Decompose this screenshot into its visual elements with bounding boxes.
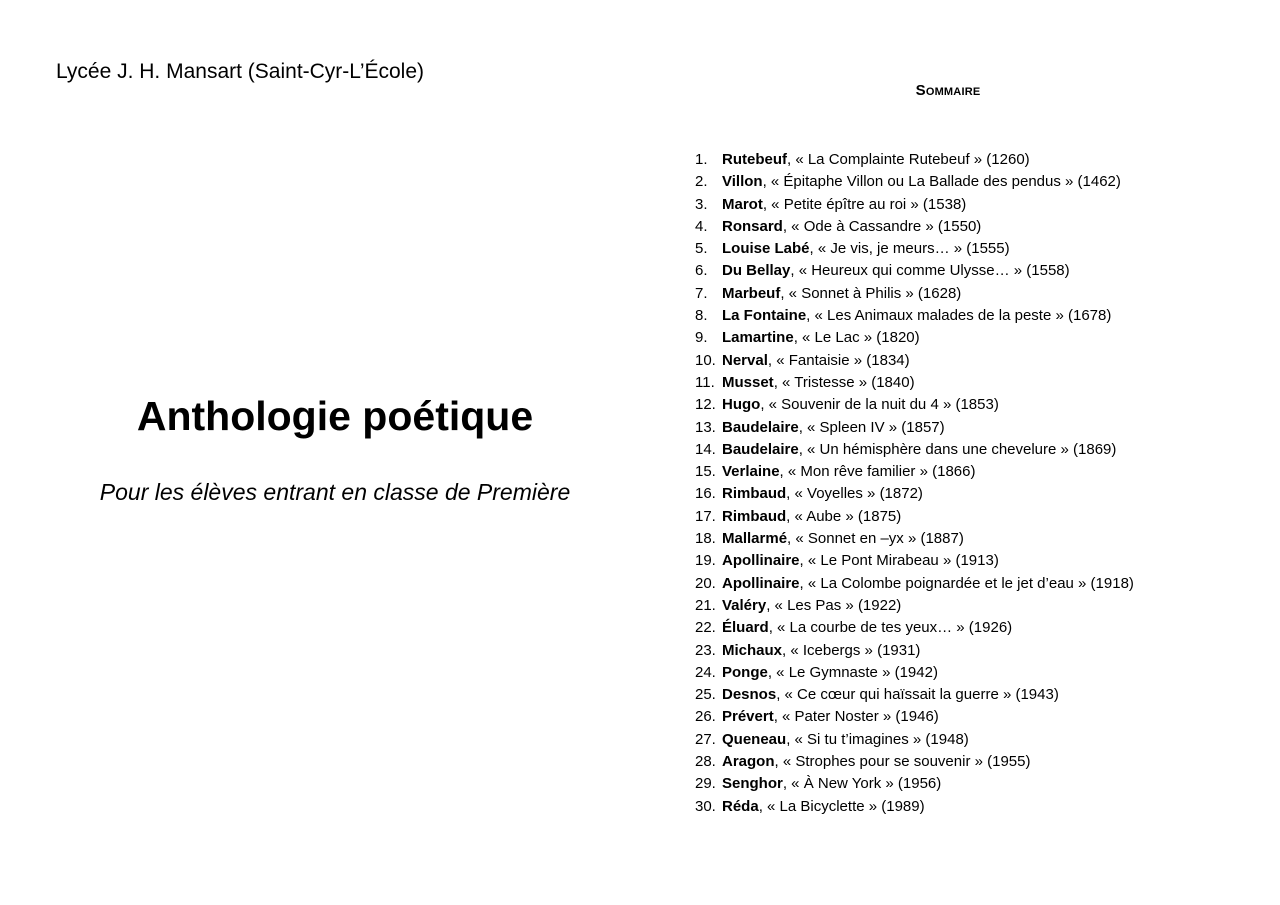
toc-entry bbox=[695, 350, 1134, 372]
toc-entry-author: Rutebeuf bbox=[722, 151, 787, 168]
toc-entry bbox=[695, 461, 1134, 483]
toc-entry-number: 26. bbox=[695, 708, 716, 726]
toc-entry bbox=[695, 684, 1134, 706]
toc-entry-title: , « Épitaphe Villon ou La Ballade des pendus » (1462) bbox=[762, 173, 1121, 191]
toc-entry-number: 21. bbox=[695, 596, 716, 614]
toc-entry-number: 23. bbox=[695, 641, 716, 659]
toc-entry-number: 27. bbox=[695, 730, 716, 748]
toc-entry-author: Éluard bbox=[722, 619, 769, 637]
toc-entry-title: , « Je vis, je meurs… » (1555) bbox=[809, 240, 1010, 258]
toc-entry bbox=[695, 483, 1134, 505]
toc-entry-author: Baudelaire bbox=[722, 418, 799, 436]
toc-entry bbox=[695, 194, 1134, 216]
toc-entry-title: , « Strophes pour se souvenir » (1955) bbox=[774, 753, 1031, 771]
toc-entry-number: 20. bbox=[695, 574, 716, 592]
toc-entry-number: 4. bbox=[695, 217, 708, 235]
toc-entry-number: 7. bbox=[695, 284, 708, 302]
toc-heading: Sommaire bbox=[915, 82, 981, 99]
toc-entry-title: , « Voyelles » (1872) bbox=[786, 485, 923, 503]
toc-entry-author: Musset bbox=[722, 373, 774, 391]
toc-entry-author: Du Bellay bbox=[722, 262, 791, 280]
toc-entry-title: , « Icebergs » (1931) bbox=[782, 641, 921, 659]
toc-entry bbox=[695, 439, 1134, 461]
toc-entry-title: , « Tristesse » (1840) bbox=[773, 373, 915, 391]
toc-entry bbox=[695, 573, 1134, 595]
toc-entry-author: La Fontaine bbox=[722, 307, 807, 325]
toc-entry-number: 10. bbox=[695, 351, 716, 369]
toc-entry-title: , « Pater Noster » (1946) bbox=[773, 708, 939, 726]
toc-entry bbox=[695, 796, 1134, 818]
toc-entry-author: Mallarmé bbox=[722, 530, 788, 548]
toc-entry-title: , « Heureux qui comme Ulysse… » (1558) bbox=[790, 262, 1070, 280]
toc-list bbox=[695, 149, 1134, 818]
toc-entry-title: , « Les Pas » (1922) bbox=[766, 596, 902, 614]
toc-entry-title: , « Ode à Cassandre » (1550) bbox=[782, 217, 982, 235]
toc-entry-number: 15. bbox=[695, 463, 716, 481]
toc-entry-number: 17. bbox=[695, 507, 716, 525]
anthology-subtitle: Pour les élèves entrant en classe de Première bbox=[99, 479, 571, 505]
toc-entry-title: , « La Colombe poignardée et le jet d’eau » (1918) bbox=[799, 574, 1134, 592]
toc-entry-number: 16. bbox=[695, 485, 716, 503]
toc-entry-author: Rimbaud bbox=[722, 485, 787, 503]
toc-entry-author: Hugo bbox=[722, 396, 761, 414]
toc-entry bbox=[695, 751, 1134, 773]
toc-entry-number: 29. bbox=[695, 775, 716, 793]
toc-entry-author: Desnos bbox=[722, 686, 777, 704]
toc-entry-author: Ronsard bbox=[722, 217, 783, 235]
toc-entry-author: Ponge bbox=[722, 663, 768, 681]
toc-entry-author: Prévert bbox=[722, 708, 774, 726]
toc-entry bbox=[695, 506, 1134, 528]
toc-entry-title: , « Fantaisie » (1834) bbox=[767, 351, 910, 369]
toc-entry-title: , « Le Lac » (1820) bbox=[793, 329, 920, 347]
toc-entry-number: 1. bbox=[695, 151, 708, 168]
toc-entry-title: , « Souvenir de la nuit du 4 » (1853) bbox=[760, 396, 999, 414]
toc-entry bbox=[695, 260, 1134, 282]
toc-entry-title: , « Ce cœur qui haïssait la guerre » (1943) bbox=[776, 686, 1059, 704]
toc-entry-title: , « Le Pont Mirabeau » (1913) bbox=[799, 552, 999, 570]
toc-entry-author: Réda bbox=[722, 797, 759, 815]
toc-entry-author: Villon bbox=[722, 173, 763, 191]
toc-entry-number: 19. bbox=[695, 552, 716, 570]
toc-entry-number: 9. bbox=[695, 329, 708, 347]
toc-entry-number: 12. bbox=[695, 396, 716, 414]
toc-entry-title: , « Mon rêve familier » (1866) bbox=[779, 463, 976, 481]
toc-entry-number: 30. bbox=[695, 797, 716, 815]
toc-entry-author: Marbeuf bbox=[722, 284, 781, 302]
toc-entry-author: Nerval bbox=[722, 351, 768, 369]
toc-entry-author: Verlaine bbox=[722, 463, 780, 481]
toc-entry-number: 2. bbox=[695, 173, 708, 191]
toc-entry-number: 18. bbox=[695, 530, 716, 548]
toc-entry-title: , « Un hémisphère dans une chevelure » (1869) bbox=[798, 440, 1117, 458]
toc-entry-author: Valéry bbox=[722, 596, 767, 614]
toc-entry-number: 14. bbox=[695, 440, 716, 458]
toc-entry bbox=[695, 617, 1134, 639]
toc-entry bbox=[695, 528, 1134, 550]
toc-entry-number: 25. bbox=[695, 686, 716, 704]
toc-entry bbox=[695, 773, 1134, 795]
toc-entry-author: Aragon bbox=[722, 753, 775, 771]
school-name: Lycée J. H. Mansart (Saint-Cyr-L’École) bbox=[56, 60, 425, 83]
toc-entry bbox=[695, 327, 1134, 349]
toc-entry bbox=[695, 394, 1134, 416]
toc-entry-author: Michaux bbox=[722, 641, 783, 659]
toc-entry bbox=[695, 706, 1134, 728]
toc-entry-number: 8. bbox=[695, 307, 708, 325]
toc-entry-author: Senghor bbox=[722, 775, 783, 793]
toc-entry-author: Queneau bbox=[722, 730, 787, 748]
toc-entry bbox=[695, 372, 1134, 394]
toc-entry-author: Apollinaire bbox=[722, 574, 800, 592]
toc-entry-number: 5. bbox=[695, 240, 708, 258]
toc-entry bbox=[695, 662, 1134, 684]
toc-entry-author: Rimbaud bbox=[722, 507, 787, 525]
toc-entry-title: , « La courbe de tes yeux… » (1926) bbox=[768, 619, 1013, 637]
toc-entry-number: 11. bbox=[695, 373, 715, 391]
toc-entry-number: 24. bbox=[695, 663, 716, 681]
toc-entry bbox=[695, 305, 1134, 327]
toc-entry-title: , « Si tu t’imagines » (1948) bbox=[786, 730, 969, 748]
toc-entry bbox=[695, 729, 1134, 751]
toc-entry bbox=[695, 216, 1134, 238]
toc-entry-title: , « La Bicyclette » (1989) bbox=[758, 797, 925, 815]
toc-entry-title: , « Les Animaux malades de la peste » (1678) bbox=[806, 307, 1112, 325]
toc-entry-title: , « Le Gymnaste » (1942) bbox=[767, 663, 938, 681]
anthology-title: Anthologie poétique bbox=[136, 393, 534, 439]
toc-entry bbox=[695, 238, 1134, 260]
toc-entry bbox=[695, 550, 1134, 572]
toc-entry-title: , « La Complainte Rutebeuf » (1260) bbox=[787, 151, 1030, 168]
toc-entry-title: , « À New York » (1956) bbox=[782, 775, 942, 793]
toc-entry-author: Apollinaire bbox=[722, 552, 800, 570]
toc-entry-author: Marot bbox=[722, 195, 763, 213]
toc-entry bbox=[695, 149, 1134, 171]
toc-entry-title: , « Sonnet à Philis » (1628) bbox=[780, 284, 962, 302]
toc-entry-title: , « Sonnet en –yx » (1887) bbox=[787, 530, 964, 548]
toc-entry-number: 28. bbox=[695, 753, 716, 771]
toc-entry-number: 13. bbox=[695, 418, 716, 436]
toc-entry-title: , « Petite épître au roi » (1538) bbox=[762, 195, 967, 213]
toc-entry bbox=[695, 640, 1134, 662]
toc-entry bbox=[695, 171, 1134, 193]
toc-entry-title: , « Spleen IV » (1857) bbox=[798, 418, 945, 436]
toc-entry-number: 6. bbox=[695, 262, 708, 280]
toc-entry bbox=[695, 283, 1134, 305]
toc-entry-number: 22. bbox=[695, 619, 716, 637]
toc-entry-author: Baudelaire bbox=[722, 440, 799, 458]
toc-entry-author: Louise Labé bbox=[722, 240, 810, 258]
toc-entry-author: Lamartine bbox=[722, 329, 794, 347]
toc-entry bbox=[695, 595, 1134, 617]
toc-entry-title: , « Aube » (1875) bbox=[786, 507, 902, 525]
toc-entry bbox=[695, 417, 1134, 439]
toc-entry-number: 3. bbox=[695, 195, 708, 213]
